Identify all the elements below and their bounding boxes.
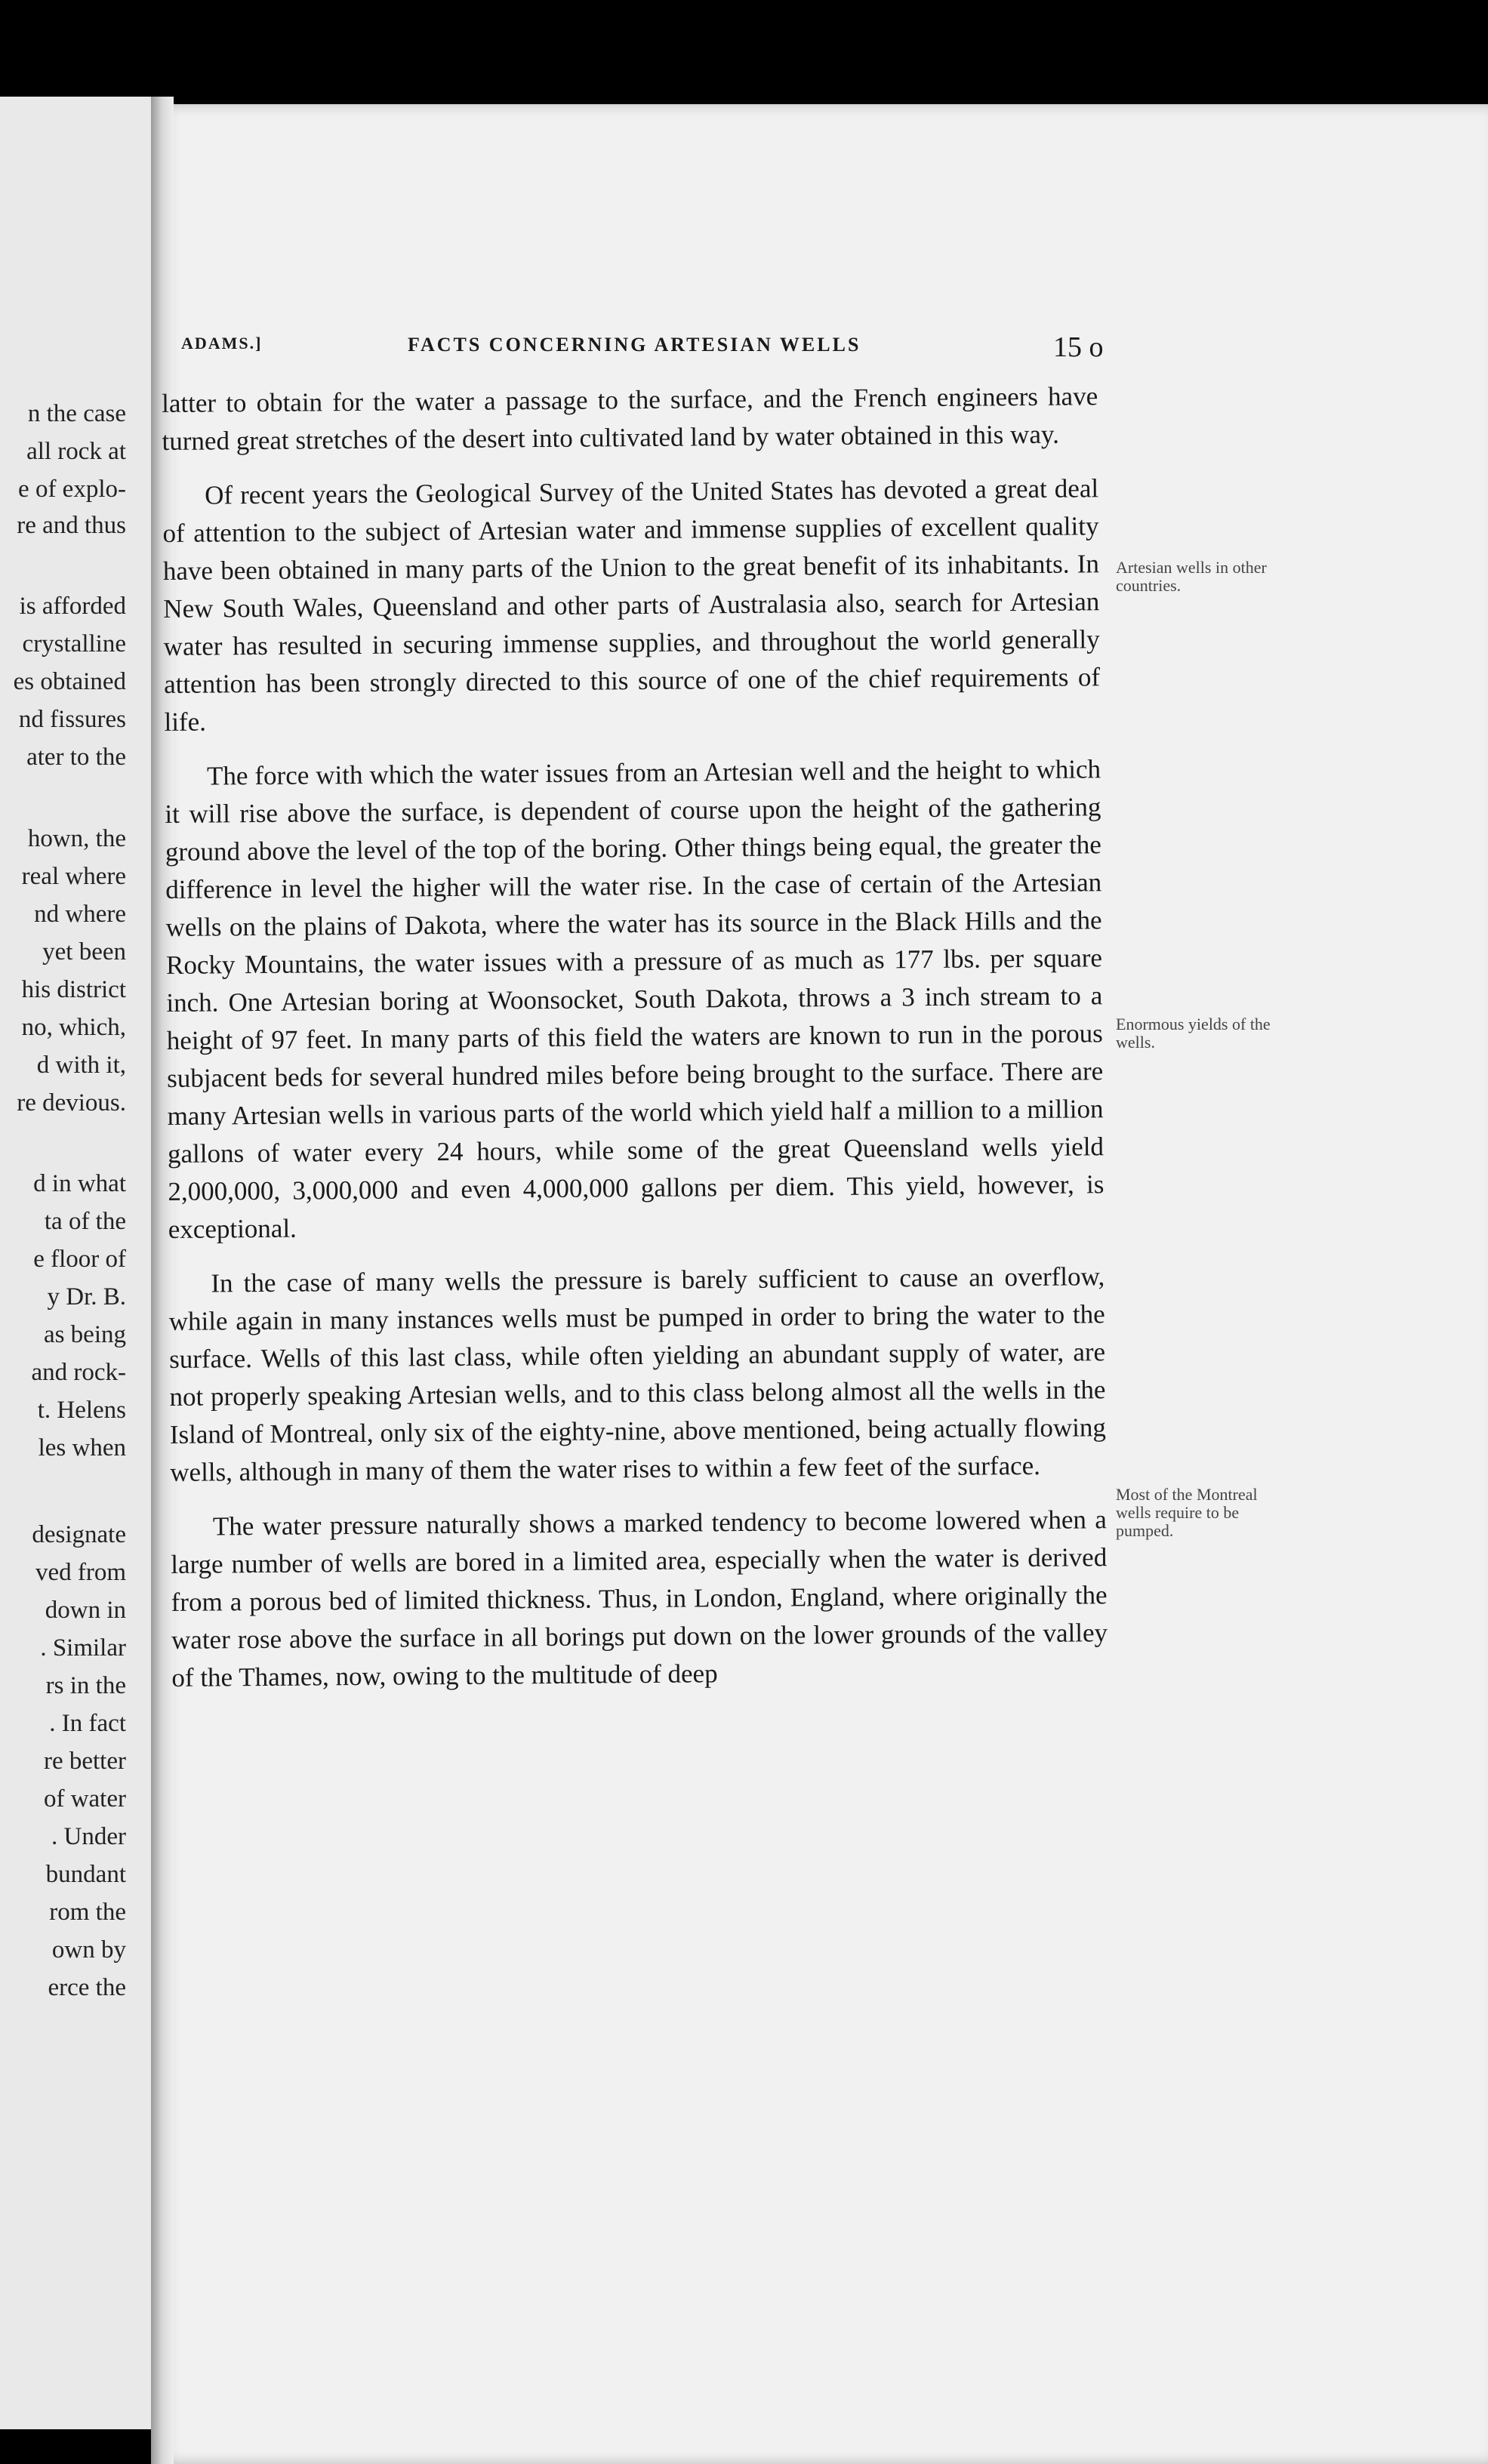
page-number: 15 o [1053, 331, 1104, 363]
left-text-line: ta of the [44, 1208, 126, 1235]
left-text-line: crystalline [22, 630, 126, 658]
margin-note: Most of the Montreal wells require to be pumped. [1116, 1485, 1258, 1540]
running-head-title: FACTS CONCERNING ARTESIAN WELLS [408, 334, 861, 356]
left-text-line: ater to the [26, 744, 126, 771]
paragraph: The water pressure naturally shows a marked tendency to become lowered when a large number of wells are bored in a limited area, especially when the water is derived from a porous bed of limited thickness. Thus, in London, England, where originally the water rose above the surface in all borings put down on the lower grounds of the valley of the Thames, now, owing to the multitude of deep [171, 1505, 1108, 1692]
left-page-fragment [0, 97, 162, 2429]
left-text-line: rom the [49, 1899, 126, 1926]
left-text-line: and rock- [31, 1359, 126, 1386]
paragraph: In the case of many wells the pressure is barely sufficient to cause an overflow, while again in many instances wells must be pumped in order to bring the water to the surface. Wells of this last class, while often yielding an abundant supply of water, are not properly speaking Artesian wells, and to this class belong almost all the wells in the Island of Montreal, only six of the eighty-nine, above mentioned, being actually flowing wells, although in many of them the water rises to within a few feet of the surface. [168, 1261, 1107, 1487]
left-text-line: designate [32, 1521, 126, 1548]
left-text-line: bundant [45, 1861, 126, 1888]
left-text-line: real where [21, 863, 126, 890]
paragraph: Of recent years the Geological Survey of the United States has devoted a great deal of attention to the subject of Artesian water and immense supplies of excellent quality have been obtained in many parts of the Union to the great benefit of its inhabitants. In New South Wales, Queensland and other parts of Australasia also, search for Artesian water has resulted in securing immense supplies, and throughout the world generally attention has been strongly directed to this source of one of the chief requirements of life. [162, 473, 1101, 737]
left-text-line: les when [38, 1434, 126, 1461]
margin-note: Enormous yields of the wells. [1116, 1015, 1271, 1052]
left-text-line: nd where [34, 901, 126, 928]
left-text-line: hown, the [27, 825, 126, 852]
running-head-author: ADAMS.] [181, 334, 263, 353]
left-text-line: . Similar [40, 1634, 126, 1662]
left-text-line: ved from [35, 1559, 126, 1586]
left-text-line: erce the [48, 1974, 126, 2001]
left-text-line: rs in the [45, 1672, 126, 1699]
left-text-line: e floor of [33, 1246, 126, 1273]
left-text-line: as being [43, 1321, 126, 1348]
left-text-line: d in what [33, 1170, 126, 1197]
left-text-line: d with it, [36, 1052, 126, 1079]
left-text-line: t. Helens [37, 1397, 126, 1424]
left-text-line: e of explo- [18, 476, 126, 503]
left-text-line: re better [43, 1748, 126, 1775]
left-text-line: es obtained [13, 668, 126, 695]
running-head [181, 331, 1132, 368]
left-text-line: . In fact [49, 1710, 126, 1737]
left-text-line: yet been [42, 938, 126, 966]
left-text-line: y Dr. B. [47, 1283, 126, 1311]
body-text [162, 377, 1108, 1697]
margin-note: Artesian wells in other countries. [1116, 558, 1267, 595]
left-text-line: of water [43, 1785, 126, 1813]
left-text-line: down in [45, 1597, 126, 1624]
left-text-line: re devious. [17, 1089, 126, 1116]
left-text-line: no, which, [21, 1014, 126, 1041]
left-text-line: own by [51, 1936, 126, 1964]
left-text-line: n the case [27, 400, 126, 427]
paragraph: The force with which the water issues from an Artesian well and the height to which it will rise above the surface, is dependent of course upon the height of the gathering ground above the level of the top of the boring. Other things being equal, the greater the difference in level the higher will the water rise. In the case of certain of the Artesian wells on the plains of Dakota, where the water has its source in the Black Hills and the Rocky Mountains, the water issues with a pressure of as much as 177 lbs. per square inch. One Artesian boring at Woonsocket, South Dakota, throws a 3 inch stream to a height of 97 feet. In many parts of this field the waters are known to run in the porous subjacent beds for several hundred miles before being brought to the surface. There are many Artesian wells in various parts of the world which yield half a million to a million gallons of water every 24 hours, while some of the great Queensland wells yield 2,000,000, 3,000,000 and even 4,000,000 gallons per diem. This yield, however, is exceptional. [165, 754, 1104, 1244]
left-text-line: his district [21, 976, 126, 1003]
left-text-line: all rock at [26, 438, 126, 465]
left-text-line: . Under [51, 1823, 126, 1850]
left-text-line: is afforded [19, 593, 126, 620]
left-text-line: nd fissures [18, 706, 126, 733]
left-text-line: re and thus [17, 512, 126, 539]
paragraph: latter to obtain for the water a passage to the surface, and the French engineers have turned great stretches of the desert into cultivated land by water obtained in this way. [162, 381, 1098, 456]
